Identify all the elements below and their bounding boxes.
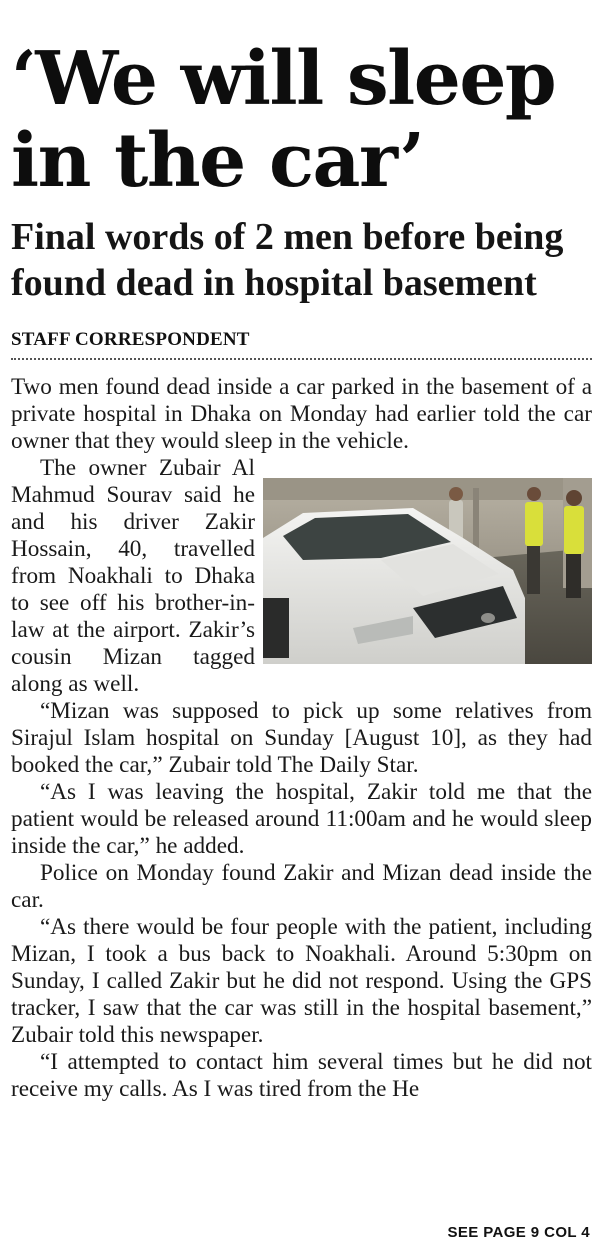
person-figure: [564, 490, 584, 598]
continuation-reference: SEE PAGE 9 COL 4: [447, 1224, 590, 1241]
paragraph: “As I was leaving the hospital, Zakir told me that the patient would be released around 11:00am and he would sleep inside the car,” he added.: [11, 779, 592, 859]
subheadline: Final words of 2 men before being found dead in hospital basement: [11, 216, 564, 304]
byline: STAFF CORRESPONDENT: [11, 329, 250, 350]
car-basement-image: [263, 478, 592, 664]
paragraph: “Mizan was supposed to pick up some relatives from Sirajul Islam hospital on Sunday [August 10], as they had booked the car,” Zubair told The Daily Star.: [11, 698, 592, 778]
dotted-divider: [11, 358, 592, 360]
paragraph: The owner Zubair Al Mahmud Sourav said he and his driver Zakir Hossain, 40, travelled from Noakhali to Dhaka to see off his brother-in-law at the airport. Zakir’s cousin Mizan tagged along as well.: [11, 455, 255, 697]
paragraph: Police on Monday found Zakir and Mizan dead inside the car.: [11, 860, 592, 913]
paragraph: Two men found dead inside a car parked in the basement of a private hospital in Dhaka on Monday had earlier told the car owner that they would sleep in the vehicle.: [11, 374, 592, 454]
paragraph: “As there would be four people with the patient, including Mizan, I took a bus back to Noakhali. Around 5:30pm on Sunday, I called Zakir but he did not respond. Using the GPS tracker, I saw that the car was still in the hospital basement,” Zubair told this newspaper.: [11, 914, 592, 1048]
paragraph: “I attempted to contact him several times but he did not receive my calls. As I was tired from the He: [11, 1049, 592, 1102]
headline: ‘We will sleep in the car’: [11, 36, 556, 204]
news-photo: [263, 478, 592, 664]
article-body: [11, 374, 592, 1103]
article: [11, 0, 592, 1103]
